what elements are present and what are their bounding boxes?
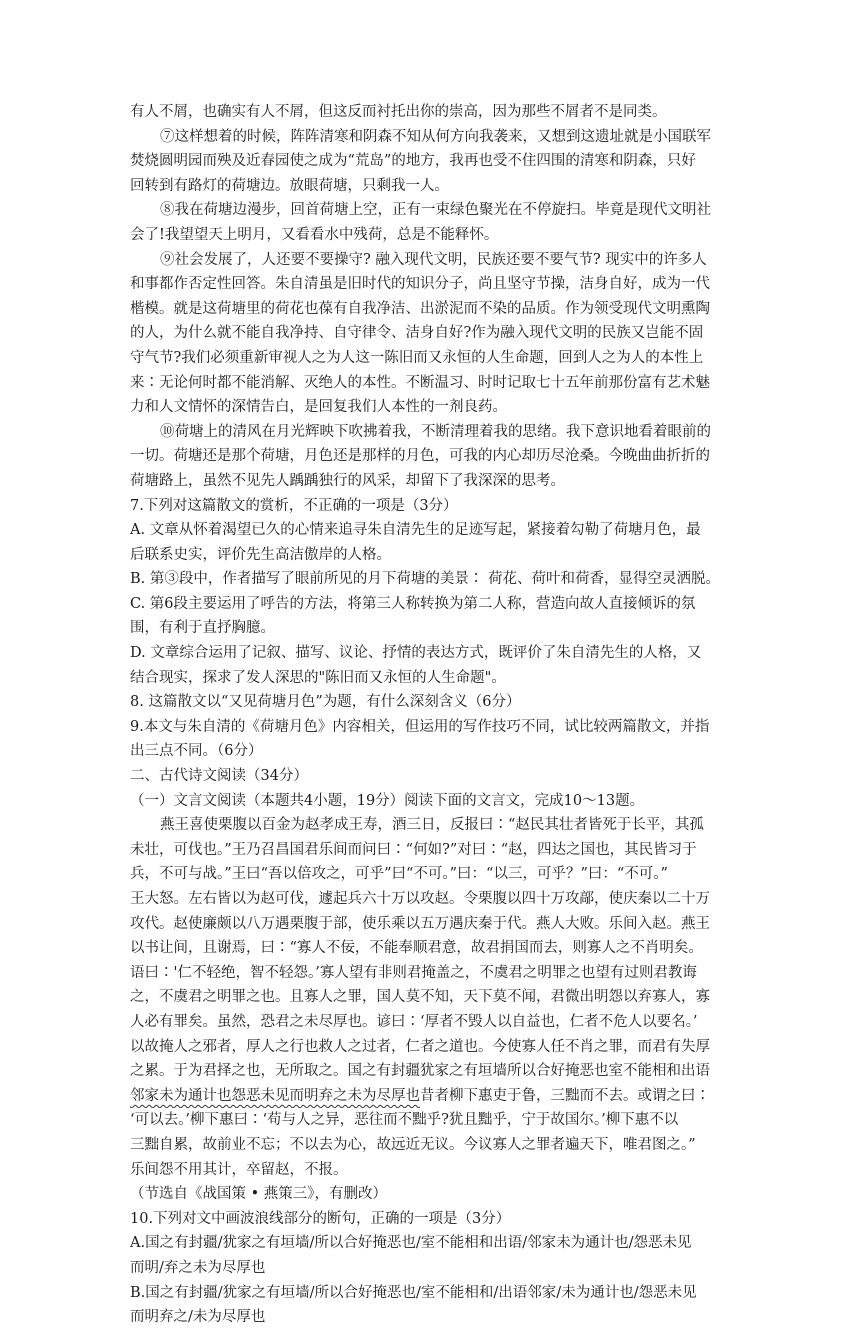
text-line: 围，有利于直抒胸臆。 xyxy=(130,620,275,637)
source-note: （节选自《战国策 • 燕策三》，有删改） xyxy=(130,1186,388,1203)
text-line xyxy=(130,1084,740,1109)
option-b: B. 第③段中，作者描写了眼前所见的月下荷塘的美景∶ 荷花、荷叶和荷香，显得空灵洒脱。 xyxy=(130,571,720,588)
text-line: 三黜自累，故前业不忘；不以去为心，故远近无议。今议寡人之罪者遍天下，唯君图之。” xyxy=(130,1136,696,1153)
paragraph-7: ⑦这样想着的时候，阵阵清寒和阴森不知从何方向我袭来，又想到这遗址就是小国联军 xyxy=(160,128,711,145)
subsection-heading: （一）文言文阅读（本题共4小题，19分）阅读下面的文言文，完成10～13题。 xyxy=(130,792,645,809)
option-d: D. 文章综合运用了记叙、描写、议论、抒情的表达方式，既评价了朱自清先生的人格，又 xyxy=(130,645,702,662)
question-8: 8. 这篇散文以“又见荷塘月色”为题，有什么深刻含义（6分） xyxy=(130,694,521,711)
text-line: 乐间怨不用其计，卒留赵，不报。 xyxy=(130,1161,348,1178)
text-line: 攻代。赵使廉颇以八万遇栗腹于部，使乐乘以五万遇庆秦于代。燕人大败。乐间入赵。燕王 xyxy=(130,915,710,932)
text-line: 王大怒。左右皆以为赵可伐，遽起兵六十万以攻赵。令栗腹以四十万攻鄗，使庆秦以二十万 xyxy=(130,891,710,907)
option-a: A. 文章从怀着渴望已久的心情来追寻朱自清先生的足迹写起，紧接着勾勒了荷塘月色，最 xyxy=(130,522,701,539)
text-line: 后联系史实，评价先生高洁傲岸的人格。 xyxy=(130,546,391,563)
text-line: 的人，为什么就不能自我净持、自守律令、洁身自好?作为融入现代文明的民族又岂能不固 xyxy=(130,325,704,342)
text-line: ‘可以去。’柳下惠曰∶‘苟与人之异，恶往而不黜乎?犹且黜乎，宁于故国尔。’柳下惠不以 xyxy=(130,1112,679,1129)
text-line: 之累。于为君择之也，无所取之。国之有封疆犹家之有垣墙所以合好掩恶也室不能相和出语 xyxy=(130,1063,710,1080)
text-line: 楷模。就是这荷塘里的荷花也葆有自我净洁、出淤泥而不染的品质。作为领受现代文明熏陶 xyxy=(130,300,710,317)
paragraph-10: ⑩荷塘上的清风在月光辉映下吹拂着我，不断清理着我的思绪。我下意识地看着眼前的 xyxy=(160,423,711,440)
text-line: 回转到有路灯的荷塘边。放眼荷塘，只剩我一人。 xyxy=(130,177,449,194)
text-line: 兵，不可与战。”王曰“吾以倍攻之，可乎”曰“不可。”曰：“以三，可乎？”曰：“不可。” xyxy=(130,866,668,883)
text-line: 而明/弃之未为尽厚也 xyxy=(130,1259,266,1276)
text-line: 语曰∶'仁不轻绝，智不轻怨。’寡人望有非则君掩盖之，不虞君之明罪之也望有过则君教诲 xyxy=(130,964,697,981)
text-line: 荷塘路上，虽然不见先人踽踽独行的风采，却留下了我深深的思考。 xyxy=(130,472,565,489)
option-b: B.国之有封疆/犹家之有垣墙/所以合好掩恶也/室不能相和/出语邻家/未为通计也/怨恶未见 xyxy=(130,1284,697,1301)
question-7: 7.下列对这篇散文的赏析，不正确的一项是（3分） xyxy=(130,497,458,514)
text-line: 和事都作否定性回答。朱自清虽是旧时代的知识分子，尚且坚守节操，洁身自好，成为一代 xyxy=(130,276,710,293)
text-line: 焚烧圆明园而殃及近春园使之成为“荒岛”的地方，我再也受不住四围的清寒和阴森，只好 xyxy=(130,153,696,170)
text-line: 人必有罪矣。虽然，恐君之未尽厚也。谚曰∶‘厚者不毁人以自益也，仁者不危人以要名。’ xyxy=(130,1013,698,1030)
text-span: 昔者柳下惠吏于鲁，三黜而不去。或谓之曰∶ xyxy=(420,1087,710,1104)
option-a: A.国之有封疆/犹家之有垣墙/所以合好掩恶也/室不能相和出语/邻家未为通计也/怨恶未见 xyxy=(130,1235,692,1252)
paragraph-9: ⑨社会发展了，人还要不要操守? 融入现代文明，民族还要不要气节? 现实中的许多人 xyxy=(160,251,707,268)
text-line: 而明弃之/未为尽厚也 xyxy=(130,1309,266,1326)
text-line: 结合现实，探求了发人深思的"陈旧而又永恒的人生命题"。 xyxy=(130,669,506,686)
text-line: 力和人文情怀的深情告白，是回复我们人本性的一剂良药。 xyxy=(130,399,507,416)
text-line: 出三点不同。（6分） xyxy=(130,743,263,760)
text-line: 未壮，可伐也。”王乃召昌国君乐间而问曰∶“何如?”对曰∶“赵，四达之国也，其民皆习于 xyxy=(130,841,697,858)
paragraph-8: ⑧我在荷塘边漫步，回首荷塘上空，正有一束绿色聚光在不停旋扫。毕竟是现代文明社 xyxy=(160,202,711,219)
text-line: 有人不屑，也确实有人不屑，但这反而衬托出你的崇高，因为那些不屑者不是同类。 xyxy=(130,104,667,120)
classical-passage-start: 燕王喜使栗腹以百金为赵孝成王寿，酒三日，反报曰∶“赵民其壮者皆死于长平，其孤 xyxy=(160,817,704,834)
question-9: 9.本文与朱自清的《荷塘月色》内容相关，但运用的写作技巧不同，试比较两篇散文，并指 xyxy=(130,718,710,735)
section-heading: 二、古代诗文阅读（34分） xyxy=(130,768,308,785)
text-line: 之，不虞君之明罪之也。且寡人之罪，国人莫不知，天下莫不闻，君微出明怨以弃寡人，寡 xyxy=(130,989,710,1006)
text-line: 来∶无论何时都不能消解、灭绝人的本性。不断温习、时时记取七十五年前那份富有艺术魅 xyxy=(130,374,710,391)
option-c: C. 第6段主要运用了呼告的方法，将第三人称转换为第二人称，营造向故人直接倾诉的氛 xyxy=(130,595,696,612)
text-line: 以故掩人之邪者，厚人之行也救人之过者，仁者之道也。今使寡人任不肖之罪，而君有失厚 xyxy=(130,1038,710,1055)
text-line: 一切。荷塘还是那个荷塘，月色还是那样的月色，可我的内心却历尽沧桑。今晚曲曲折折的 xyxy=(130,448,710,465)
text-line: 会了!我望望天上明月，又看看水中残荷，总是不能释怀。 xyxy=(130,226,499,243)
question-10: 10.下列对文中画波浪线部分的断句，正确的一项是（3分） xyxy=(130,1210,511,1227)
wavy-underlined-text: 邻家未为通计也怨恶未见而明弃之未为尽厚也 xyxy=(130,1087,420,1104)
text-line: 守气节?我们必须重新审视人之为人这一陈旧而又永恒的人生命题，回到人之为人的本性上 xyxy=(130,349,704,366)
text-line: 以书让间，且谢焉，曰∶“寡人不佞，不能奉顺君意，故君捐国而去，则寡人之不肖明矣。 xyxy=(130,940,703,957)
